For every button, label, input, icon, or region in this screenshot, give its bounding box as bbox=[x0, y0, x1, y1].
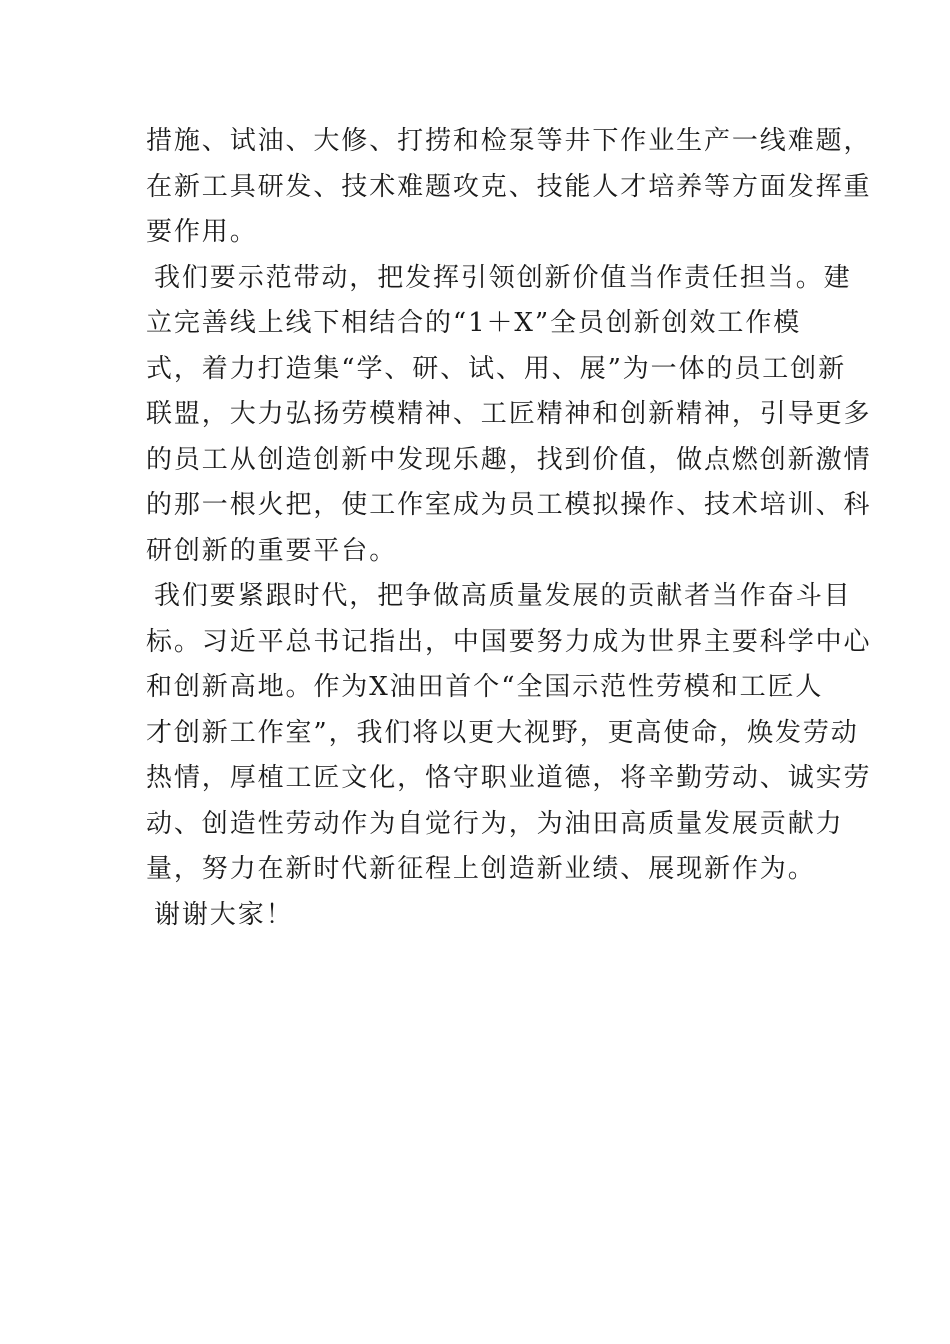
paragraph-line: 立完善线上线下相结合的“1＋X”全员创新创效工作模 bbox=[146, 308, 802, 338]
paragraph-line: 研创新的重要平台。 bbox=[146, 535, 398, 566]
paragraph-line: 才创新工作室”，我们将以更大视野，更高使命，焕发劳动 bbox=[146, 717, 859, 748]
paragraph-line: 动、创造性劳动作为自觉行为，为油田高质量发展贡献力 bbox=[146, 808, 844, 839]
paragraph-line: 的员工从创造创新中发现乐趣，找到价值，做点燃创新激情 bbox=[146, 444, 872, 475]
document-body bbox=[146, 119, 872, 938]
closing-line: 谢谢大家！ bbox=[154, 899, 294, 930]
paragraph-line: 在新工具研发、技术难题攻克、技能人才培养等方面发挥重 bbox=[146, 171, 872, 202]
paragraph-line: 式，着力打造集“学、研、试、用、展”为一体的员工创新 bbox=[146, 353, 846, 384]
paragraph-line: 和创新高地。作为X油田首个“全国示范性劳模和工匠人 bbox=[146, 672, 824, 702]
paragraph-line: 量，努力在新时代新征程上创造新业绩、展现新作为。 bbox=[146, 854, 816, 884]
paragraph-line: 我们要示范带动，把发挥引领创新价值当作责任担当。建 bbox=[154, 262, 852, 293]
paragraph-line: 标。习近平总书记指出，中国要努力成为世界主要科学中心 bbox=[146, 626, 872, 657]
paragraph-line: 的那一根火把，使工作室成为员工模拟操作、技术培训、科 bbox=[146, 490, 872, 520]
paragraph-line: 热情，厚植工匠文化，恪守职业道德，将辛勤劳动、诚实劳 bbox=[146, 763, 872, 793]
paragraph-line: 联盟，大力弘扬劳模精神、工匠精神和创新精神，引导更多 bbox=[146, 399, 872, 429]
paragraph-line: 要作用。 bbox=[146, 217, 258, 247]
paragraph-line: 我们要紧跟时代，把争做高质量发展的贡献者当作奋斗目 bbox=[154, 581, 852, 611]
paragraph-line: 措施、试油、大修、打捞和检泵等井下作业生产一线难题， bbox=[146, 126, 872, 156]
